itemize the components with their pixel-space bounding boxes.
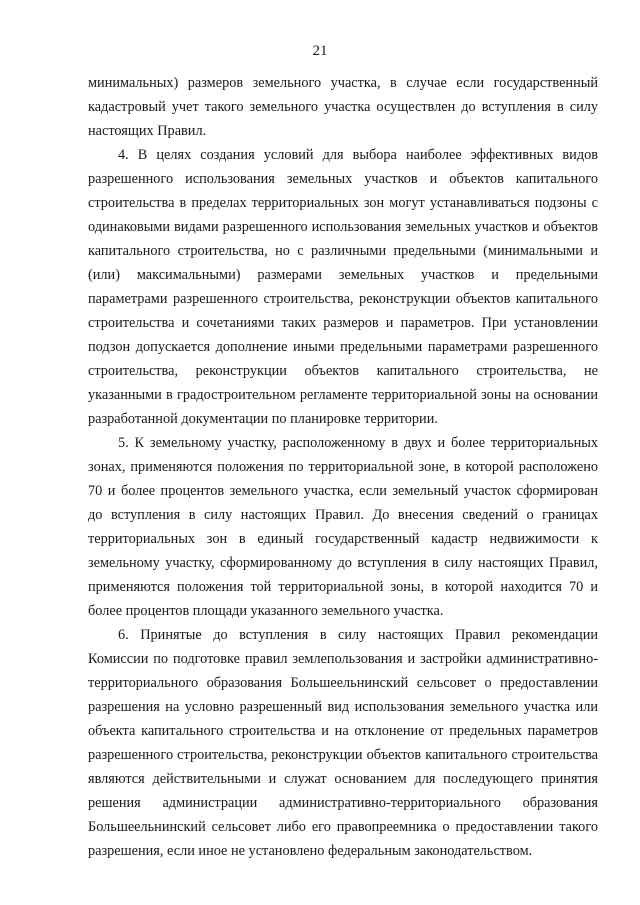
paragraph-continuation: минимальных) размеров земельного участка, в случае если государственный кадастровый учет такого земельного участка осуществлен до вступления в силу настоящих Правил. [88,75,598,139]
page-number: 21 [312,43,328,59]
paragraph-item-6: 6. Принятые до вступления в силу настоящих Правил рекомендации Комиссии по подготовке правил землепользования и застройки административно-территориального образования Большеельнинский сельсовет о предоставлении разрешения на условно разрешенный вид использования земельного участка или объекта капитального строительства и на отклонение от предельных параметров разрешенного строительства, реконструкции объектов капитального строительства являются действительными и служат основанием для последующего принятия решения администрации административно-территориального образования Большеельнинский сельсовет либо его правопреемника о предоставлении такого разрешения, если иное не установлено федеральным законодательством. [88,627,598,859]
paragraph-item-4: 4. В целях создания условий для выбора наиболее эффективных видов разрешенного использования земельных участков и объектов капитального строительства в пределах территориальных зон могут устанавливаться подзоны с одинаковыми видами разрешенного использования земельных участков и объектов капитального строительства, но с различными предельными (минимальными и (или) максимальными) размерами земельных участков и предельными параметрами разрешенного строительства, реконструкции объектов капитального строительства и сочетаниями таких размеров и параметров. При установлении подзон допускается дополнение иными предельными параметрами разрешенного строительства, реконструкции объектов капитального строительства, не указанными в градостроительном регламенте территориальной зоны на основании разработанной документации по планировке территории. [88,147,598,427]
paragraph-item-5: 5. К земельному участку, расположенному в двух и более территориальных зонах, применяются положения по территориальной зоне, в которой расположено 70 и более процентов земельного участка, если земельный участок сформирован до вступления в силу настоящих Правил. До внесения сведений о границах территориальных зон в единый государственный кадастр недвижимости к земельному участку, сформированному до вступления в силу настоящих Правил, применяются положения той территориальной зоны, в которой находится 70 и более процентов площади указанного земельного участка. [88,435,598,619]
document-body [88,71,598,863]
